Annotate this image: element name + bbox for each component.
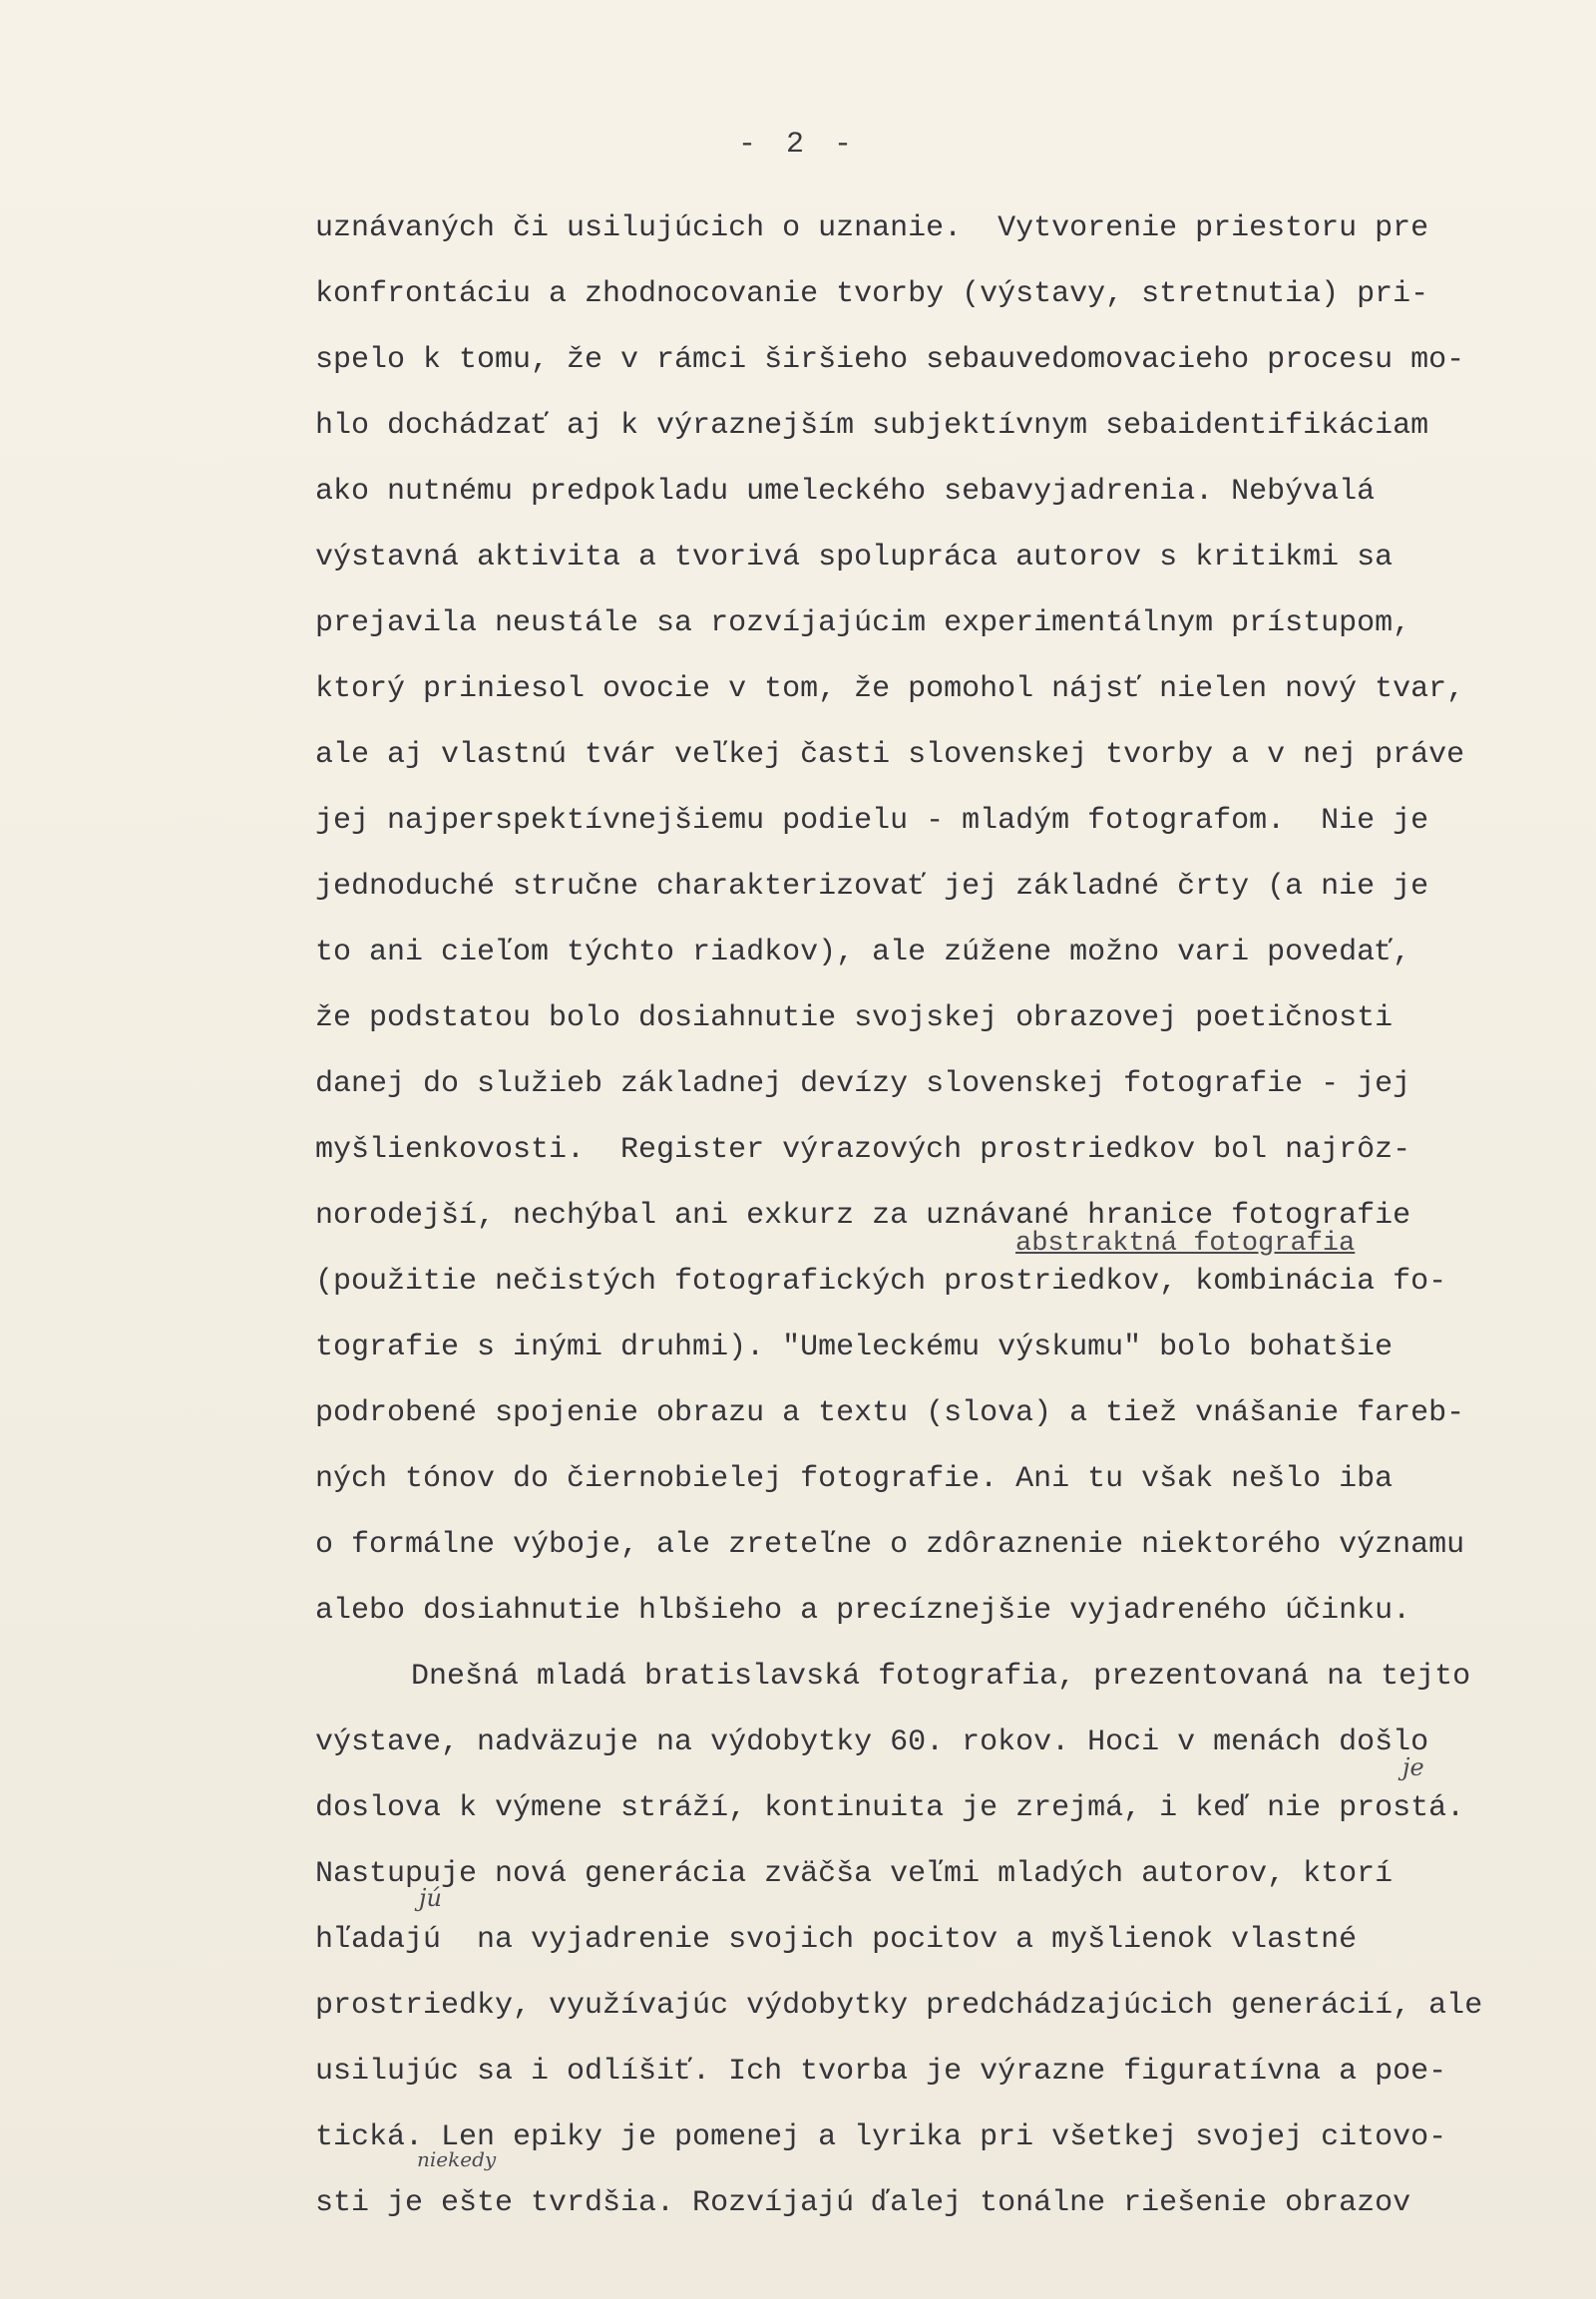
- body-text: [315, 206, 1562, 2247]
- text-line: ako nutnému predpokladu umeleckého sebavyjadrenia. Nebývalá: [315, 475, 1376, 509]
- page-number: - 2 -: [737, 128, 858, 162]
- text-line: myšlienkovosti. Register výrazových prostriedkov bol najrôz-: [315, 1133, 1411, 1167]
- text-line: jej najperspektívnejšiemu podielu - mladým fotografom. Nie je: [315, 804, 1429, 838]
- text-line: výstave, nadväzuje na výdobytky 60. rokov. Hoci v menách došlo: [315, 1725, 1429, 1759]
- text-line: to ani cieľom týchto riadkov), ale zúžene možno vari povedať,: [315, 936, 1411, 969]
- text-line: sti je ešte tvrdšia. Rozvíjajú ďalej tonálne riešenie obrazov: [315, 2186, 1411, 2220]
- text-line: tická. Len epiky je pomenej a lyrika pri všetkej svojej citovo-: [315, 2120, 1447, 2154]
- text-line: ných tónov do čiernobielej fotografie. Ani tu však nešlo iba: [315, 1462, 1394, 1496]
- text-line: prostriedky, využívajúc výdobytky predchádzajúcich generácií, ale: [315, 1989, 1483, 2023]
- text-line: Nastupuje nová generácia zväčša veľmi mladých autorov, ktorí: [315, 1857, 1394, 1891]
- text-line: norodejší, nechýbal ani exkurz za uznávané hranice fotografie: [315, 1199, 1411, 1233]
- text-line: ktorý priniesol ovocie v tom, že pomohol nájsť nielen nový tvar,: [315, 672, 1465, 706]
- text-line: jednoduché stručne charakterizovať jej základné črty (a nie je: [315, 870, 1429, 904]
- text-line: prejavila neustále sa rozvíjajúcim experimentálnym prístupom,: [315, 606, 1411, 640]
- paragraph-start-line: Dnešná mladá bratislavská fotografia, prezentovaná na tejto: [411, 1660, 1471, 1694]
- text-line: danej do služieb základnej devízy slovenskej fotografie - jej: [315, 1067, 1411, 1101]
- text-line: tografie s inými druhmi). "Umeleckému výskumu" bolo bohatšie: [315, 1331, 1394, 1364]
- insertion-je: je: [1402, 1753, 1424, 1781]
- text-line: hľadajú na vyjadrenie svojich pocitov a myšlienok vlastné: [315, 1923, 1358, 1957]
- text-line: usilujúc sa i odlíšiť. Ich tvorba je výrazne figuratívna a poe-: [315, 2055, 1447, 2089]
- text-line: uznávaných či usilujúcich o uznanie. Vytvorenie priestoru pre: [315, 211, 1429, 245]
- text-line: výstavná aktivita a tvorivá spolupráca autorov s kritikmi sa: [315, 541, 1394, 575]
- text-line: (použitie nečistých fotografických prostriedkov, kombinácia fo-: [315, 1265, 1447, 1299]
- insertion-niekedy: niekedy: [417, 2147, 497, 2171]
- text-line: alebo dosiahnutie hlbšieho a precíznejšie vyjadreného účinku.: [315, 1594, 1411, 1628]
- text-line: hlo dochádzať aj k výraznejším subjektívnym sebaidentifikáciam: [315, 409, 1429, 443]
- text-line: ale aj vlastnú tvár veľkej časti slovenskej tvorby a v nej práve: [315, 738, 1465, 772]
- text-line: podrobené spojenie obrazu a textu (slova) a tiež vnášanie fareb-: [315, 1396, 1465, 1430]
- insertion-abstraktna-fotografia: abstraktná fotografia: [1015, 1229, 1356, 1259]
- text-line: doslova k výmene stráží, kontinuita je zrejmá, i keď nie prostá.: [315, 1791, 1465, 1825]
- text-line: o formálne výboje, ale zreteľne o zdôraznenie niektorého významu: [315, 1528, 1465, 1562]
- insertion-ju: jú: [419, 1884, 442, 1912]
- text-line: spelo k tomu, že v rámci širšieho sebauvedomovacieho procesu mo-: [315, 343, 1465, 377]
- text-line: že podstatou bolo dosiahnutie svojskej obrazovej poetičnosti: [315, 1001, 1394, 1035]
- text-line: konfrontáciu a zhodnocovanie tvorby (výstavy, stretnutia) pri-: [315, 277, 1429, 311]
